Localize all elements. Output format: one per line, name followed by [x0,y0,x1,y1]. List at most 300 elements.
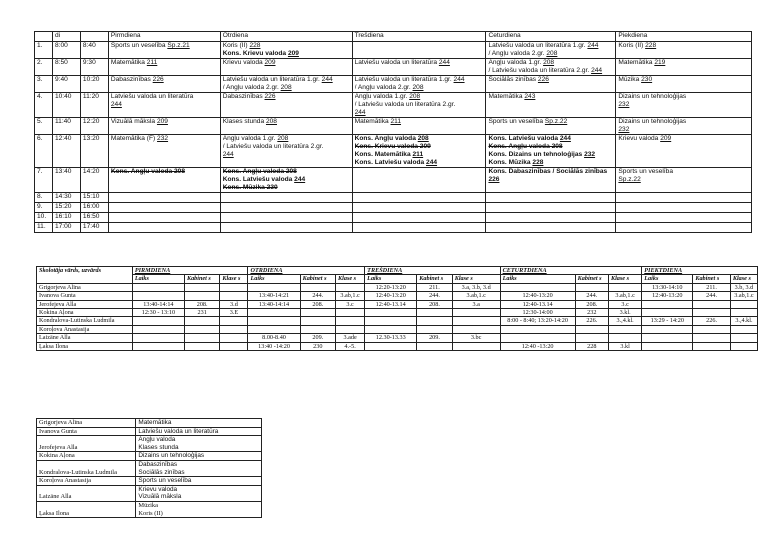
lesson-line [111,168,218,176]
room-link[interactable]: 232 [157,135,169,142]
schedule-row [35,203,752,213]
room-link[interactable]: 208 [409,93,421,100]
room-link[interactable]: 244 [591,67,603,74]
room-link[interactable]: Sp.z.21 [167,42,190,49]
lesson-subject: Koris (II) [222,42,250,49]
lesson-number: 5. [35,118,53,135]
end-time: 9:30 [80,59,108,76]
lesson-number: 10. [35,213,53,223]
teacher-slot [417,342,452,350]
lesson-subject: Kons. Angļu valoda 208 [222,168,297,175]
lesson-line [355,59,484,67]
teacher-slot [500,334,575,342]
teacher-slot [132,334,184,342]
lesson-number: 11. [35,223,53,233]
teacher-slot [220,342,248,350]
subject-teacher-name: Kondralova-Lutinska Ludmila [37,460,136,476]
teacher-slot [452,317,500,325]
teacher-slot [184,292,219,300]
header-cell: Otrdiena [220,32,352,42]
room-link[interactable]: 211 [146,59,158,66]
teacher-slot [693,325,731,333]
subject-list [136,477,262,486]
schedule-cell [108,118,220,135]
column-subheader: Klase s [608,275,641,283]
room-link[interactable]: 244 [426,159,438,166]
lesson-subject: Matemātika [488,93,525,100]
teacher-name: Koroļova Anastasija [37,325,133,333]
room-link[interactable]: 228 [532,159,544,166]
subject-item: Mūzika [138,501,158,509]
lesson-subject: Kons. Krievu valoda [222,50,288,57]
room-link[interactable]: 208 [412,84,424,91]
teacher-slot: 8:00 - 8:40; 13:20-14:20 [500,317,575,325]
teacher-slot [693,309,731,317]
teacher-slot: 209. [417,334,452,342]
schedule-row [35,93,752,118]
teacher-slot [220,325,248,333]
start-time: 17:00 [52,223,80,233]
schedule-cell [220,118,352,135]
teacher-slot [365,342,417,350]
teacher-slot: 211. [693,283,731,291]
teacher-slot: 3.d [220,300,248,308]
schedule-cell [486,193,616,203]
teacher-slot: 12:40-13:20 [500,292,575,300]
teacher-slot [693,334,731,342]
teacher-slot [500,325,575,333]
schedule-cell [352,118,486,135]
schedule-cell [108,42,220,59]
teacher-row [37,309,758,317]
teacher-slot: 244. [300,292,335,300]
column-subheader: Klase s [452,275,500,283]
lesson-line [618,59,749,67]
teacher-slot [132,292,184,300]
teacher-slot [132,317,184,325]
lesson-line [488,42,613,50]
day-header: OTRDIENA [248,267,365,275]
day-header: PIRMDIENA [132,267,248,275]
teacher-slot: 3.kl. [608,309,641,317]
room-link[interactable]: 211 [390,118,402,125]
teacher-slot [730,300,757,308]
teacher-slot [730,342,757,350]
column-subheader: Laiks [642,275,693,283]
subject-list [136,460,262,476]
teacher-slot: 13:29 - 14:20 [642,317,693,325]
room-link[interactable]: 226 [537,76,549,83]
schedule-body [35,42,752,233]
lesson-line [618,76,749,84]
teacher-slot [248,317,300,325]
lesson-subject: / Angļu valoda 2.gr. [488,50,547,57]
room-link[interactable]: 244 [222,151,234,158]
room-link[interactable]: 226 [488,176,500,183]
schedule-cell [220,76,352,93]
lesson-subject: Kons. Matemātika [354,151,413,158]
column-subheader: Kabinet s [300,275,335,283]
teacher-slot: 8.00-8.40 [248,334,300,342]
teacher-slot: 3.,4.kl. [608,317,641,325]
lesson-subject: Koris (II) [618,42,646,49]
subject-item: Koris (II) [138,509,163,517]
lesson-subject: Kons. Krievu valoda 209 [354,143,431,150]
room-link[interactable]: 211 [412,151,424,158]
start-time: 9:40 [52,76,80,93]
teacher-slot [300,317,335,325]
teacher-slot [417,325,452,333]
teacher-slot [642,342,693,350]
lesson-line [488,176,613,184]
schedule-cell [486,76,616,93]
room-link[interactable]: 209 [287,50,299,57]
end-time: 16:00 [80,203,108,213]
room-link[interactable]: 226 [152,76,164,83]
lesson-subject: Kons. Mūzika 230 [222,184,278,191]
room-link[interactable]: 244 [110,101,122,108]
start-time: 14:30 [52,193,80,203]
teacher-slot [248,325,300,333]
schedule-cell [616,203,752,213]
lesson-line [488,59,613,67]
teacher-row [37,334,758,342]
teacher-timetable-table [36,266,758,351]
start-time: 12:40 [52,135,80,168]
teacher-slot [220,292,248,300]
schedule-cell [616,42,752,59]
room-link[interactable]: 228 [645,42,657,49]
column-subheader: Klase s [336,275,365,283]
teacher-slot [300,283,335,291]
subject-teacher-name: Jerofejeva Alla [37,436,136,452]
teacher-name: Laizāne Alla [37,334,133,342]
schedule-cell [108,168,220,193]
lesson-line [488,50,613,58]
teacher-slot [184,283,219,291]
lesson-line [355,109,484,117]
lesson-line [488,76,613,84]
teacher-slot [642,300,693,308]
day-header: TREŠDIENA [365,267,500,275]
lesson-subject: Sports un veselība [110,42,168,49]
room-link[interactable]: 244 [559,135,571,142]
start-time: 8:00 [52,42,80,59]
lesson-subject: / Angļu valoda 2.gr. [354,84,413,91]
subject-row [37,436,262,452]
lesson-subject: Krievu valoda [618,135,661,142]
lesson-line [355,118,484,126]
subject-list [136,419,262,428]
teacher-slot: 12:30 - 13:10 [132,309,184,317]
subject-item: Latviešu valoda un literatūra [138,427,219,435]
lesson-line [618,118,749,126]
teacher-slot [184,334,219,342]
lesson-subject: Angļu valoda 1.gr. [488,59,544,66]
teacher-slot: 208. [300,300,335,308]
lesson-line [223,76,350,84]
room-link[interactable]: 208 [277,135,289,142]
column-subheader: Klase s [220,275,248,283]
schedule-cell [108,135,220,168]
teacher-slot: 211. [417,283,452,291]
teacher-slot [608,283,641,291]
schedule-cell [486,168,616,193]
room-link[interactable]: 209 [156,118,168,125]
lesson-line [223,84,350,92]
lesson-subject: Kons. Dabaszinības / Sociālās zinības [488,168,608,175]
lesson-number: 1. [35,42,53,59]
room-link[interactable]: Sp.z.22 [544,118,568,125]
room-link[interactable]: 243 [524,93,536,100]
schedule-cell [352,135,486,168]
teacher-slot [336,309,365,317]
schedule-cell [220,59,352,76]
teacher-slot: 4.-5. [336,342,365,350]
lesson-subject: Latviešu valoda un literatūra 1.gr. [354,76,454,83]
room-link[interactable]: 244 [354,109,366,116]
schedule-cell [220,135,352,168]
lesson-line [488,151,613,159]
subject-item: Krievu valoda [138,485,178,493]
schedule-cell [616,118,752,135]
end-time: 10:20 [80,76,108,93]
teacher-slot: 12:40-13.14 [365,300,417,308]
end-time: 14:20 [80,168,108,193]
lesson-line [355,135,484,143]
room-link[interactable]: Sp.z.22 [618,176,641,183]
room-link[interactable]: 232 [618,101,630,108]
subject-teacher-name: Kokina Aļona [37,452,136,461]
lesson-subject: Klases stunda [222,118,266,125]
schedule-row [35,223,752,233]
teacher-slot: 3.ab,1.c [730,292,757,300]
room-link[interactable]: 244 [321,76,333,83]
schedule-cell [108,76,220,93]
lesson-line [618,126,749,134]
subject-teacher-name: Ļaksa Ilona [37,501,136,517]
teacher-slot [365,317,417,325]
teacher-slot: 226. [575,317,608,325]
subject-row [37,477,262,486]
lesson-subject: Matemātika [354,118,391,125]
teacher-slot [730,309,757,317]
subject-item: Sociālās zinības [138,468,185,476]
subject-teacher-name: Grigorjeva Alīna [37,419,136,428]
subject-teacher-name: Koroļova Anastasija [37,477,136,486]
lesson-subject: Dizains un tehnoloģijas [618,118,687,125]
day-header: CETURTDIENA [500,267,642,275]
teacher-slot: 208. [417,300,452,308]
room-link[interactable]: 244 [438,59,450,66]
lesson-subject: Latviešu valoda un literatūra 1.gr. [222,76,322,83]
schedule-cell [108,203,220,213]
lesson-subject: Latviešu valoda un literatūra [354,59,439,66]
schedule-cell [220,93,352,118]
teacher-name: Grigorjeva Alīna [37,283,133,291]
teacher-slot [417,309,452,317]
lesson-subject: Sports un veselība [488,118,545,125]
teacher-slot: 3.ab,1.c [452,292,500,300]
lesson-line [355,143,484,151]
teacher-slot: 3.,4.kl. [730,317,757,325]
schedule-cell [616,76,752,93]
room-link[interactable]: 208 [543,59,555,66]
lesson-line [223,118,350,126]
end-time: 8:40 [80,42,108,59]
lesson-line [488,67,613,75]
subject-row [37,427,262,436]
room-link[interactable]: 209 [660,135,672,142]
start-time: 15:20 [52,203,80,213]
teacher-slot [336,283,365,291]
header-cell [80,32,108,42]
column-subheader: Kabinet s [693,275,731,283]
room-link[interactable]: 208 [417,135,429,142]
lesson-line [355,151,484,159]
teacher-slot [417,317,452,325]
schedule-cell [220,203,352,213]
teacher-row [37,283,758,291]
lesson-subject: Matemātika (F) [110,135,158,142]
lesson-subject: / Latviešu valoda un literatūra 2.gr. [222,143,324,150]
schedule-cell [486,42,616,59]
header-cell: Pirmdiena [108,32,220,42]
teacher-slot: 13:40 -14:20 [248,342,300,350]
teacher-slot [693,342,731,350]
room-link[interactable]: 209 [264,59,276,66]
teacher-slot [608,325,641,333]
column-subheader: Laiks [132,275,184,283]
schedule-row [35,42,752,59]
subject-row [37,485,262,501]
teacher-slot: 13:30-14:10 [642,283,693,291]
room-link[interactable]: 244 [294,176,306,183]
teacher-body [37,283,758,350]
room-link[interactable]: 208 [280,84,292,91]
lesson-line [355,93,484,101]
lesson-subject: Kons. Latviešu valoda [488,135,560,142]
lesson-line [223,59,350,67]
teacher-slot: 232 [575,309,608,317]
room-link[interactable]: 230 [641,76,653,83]
lesson-line [111,93,218,101]
subject-row [37,460,262,476]
teacher-slot: 13:40-14:14 [132,300,184,308]
teacher-subheader-row [37,275,758,283]
subject-list [136,452,262,461]
teacher-slot [300,325,335,333]
teacher-slot [575,334,608,342]
teacher-slot [132,342,184,350]
column-subheader: Klase s [730,275,757,283]
room-link[interactable]: 208 [265,118,277,125]
schedule-cell [616,213,752,223]
schedule-cell [486,93,616,118]
schedule-cell [352,168,486,193]
teacher-slot [132,325,184,333]
start-time: 8:50 [52,59,80,76]
schedule-cell [220,223,352,233]
schedule-cell [108,213,220,223]
teacher-slot [336,317,365,325]
lesson-number: 4. [35,93,53,118]
teacher-slot [575,283,608,291]
schedule-cell [220,168,352,193]
teacher-row [37,292,758,300]
teacher-slot: 3.c [336,300,365,308]
schedule-row [35,135,752,168]
column-subheader: Laiks [500,275,575,283]
teacher-slot: 208. [575,300,608,308]
room-link[interactable]: 219 [654,59,666,66]
lesson-line [355,101,484,109]
teacher-slot [184,342,219,350]
teacher-slot: 12:40-13.14 [500,300,575,308]
subject-teacher-name: Ivanova Gunta [37,427,136,436]
header-cell: Piekdiena [616,32,752,42]
lesson-subject: Krievu valoda [222,59,265,66]
lesson-line [618,93,749,101]
start-time: 13:40 [52,168,80,193]
teacher-slot: 3.E [220,309,248,317]
teacher-slot: 3.ade [336,334,365,342]
schedule-cell [486,135,616,168]
lesson-subject: Dizains un tehnoloģijas [618,93,687,100]
end-time: 16:50 [80,213,108,223]
lesson-line [223,184,350,192]
lesson-line [223,135,350,143]
end-time: 12:20 [80,118,108,135]
lesson-line [223,42,350,50]
schedule-cell [352,42,486,59]
column-subheader: Laiks [365,275,417,283]
teacher-slot [452,309,500,317]
room-link[interactable]: 232 [584,151,596,158]
room-link[interactable]: 226 [264,93,276,100]
subject-item: Sports un veselība [138,477,192,485]
lesson-line [355,76,484,84]
lesson-line [618,42,749,50]
teacher-subject-table [36,418,262,518]
schedule-cell [486,223,616,233]
room-link[interactable]: 232 [618,126,630,133]
room-link[interactable]: 244 [587,42,599,49]
lesson-number: 6. [35,135,53,168]
subject-list [136,427,262,436]
teacher-slot: 13:40-14:14 [248,300,300,308]
teacher-slot: 13:40-14:21 [248,292,300,300]
teacher-slot [365,325,417,333]
schedule-row [35,118,752,135]
end-time: 13:20 [80,135,108,168]
room-link[interactable]: 208 [546,50,558,57]
room-link[interactable]: 244 [453,76,465,83]
lesson-line [488,159,613,167]
teacher-slot: 3.c [608,300,641,308]
lesson-number: 8. [35,193,53,203]
schedule-cell [616,93,752,118]
lesson-subject: Angļu valoda 1.gr. [222,135,278,142]
room-link[interactable]: 228 [249,42,261,49]
teacher-slot: 208. [184,300,219,308]
schedule-cell [220,42,352,59]
teacher-slot: 12.30-13.33 [365,334,417,342]
lesson-line [488,143,613,151]
teacher-slot: 231 [184,309,219,317]
lesson-line [355,84,484,92]
teacher-row [37,342,758,350]
